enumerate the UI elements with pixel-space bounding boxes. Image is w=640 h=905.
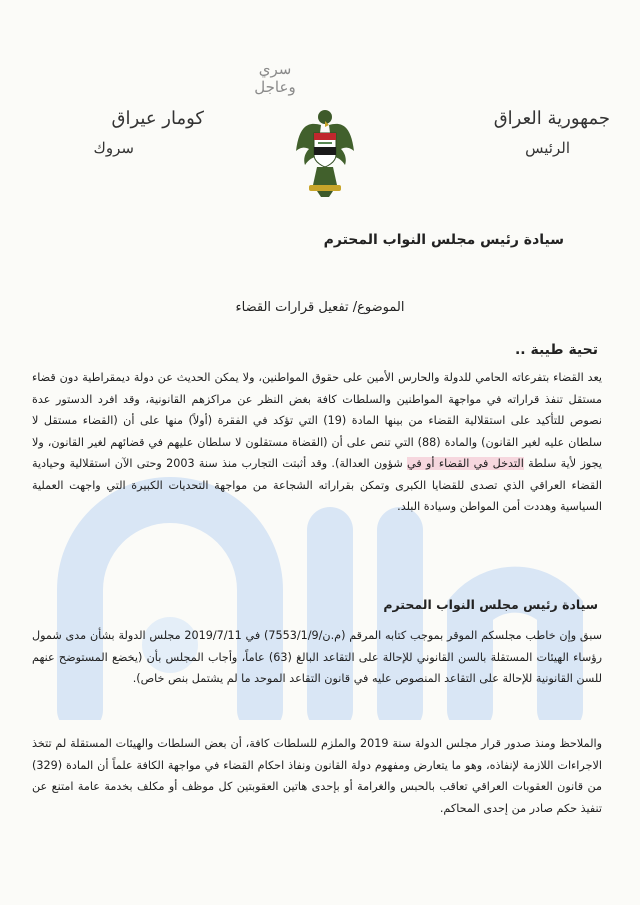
paragraph1-text-end: شؤون العدالة). وقد أثبتت التجارب منذ سنة 2003 وحتى الآن استقلالية وحيادية القضاء العراقي الذي تصدى للقضايا الكبرى وتمكن بقراراته الشجاعة من مواجهة التحديات الكبيرة التي واجهت العملية السياسية وهددت أمن المواطن وسيادة البلد. [32, 457, 602, 513]
section-heading: سيادة رئيس مجلس النواب المحترم [383, 597, 598, 612]
letterhead-right [430, 108, 610, 157]
iraq-eagle-emblem-icon [293, 103, 357, 198]
letterhead-left-subtitle: سروك [93, 139, 134, 157]
paragraph-enforcement: والملاحظ ومنذ صدور قرار مجلس الدولة سنة 2019 والملزم للسلطات كافة، أن بعض السلطات والهيئات المستقلة لم تتخذ الاجراءات اللازمة لإنفاذه، وهو ما يتعارض ومفهوم دولة القانون ونفاذ احكام القضاء في مواجهة الكافة علماً أن المادة (329) من قانون العقوبات العراقي تعاقب بالحبس والغرامة أو بإحدى هاتين العقوبتين كل موظف أو مكلف بخدمة عامة امتنع عن تنفيذ حكم صادر من إحدى المحاكم. [32, 737, 602, 815]
greeting: تحية طيبة .. [514, 342, 598, 358]
letterhead-left [44, 108, 204, 157]
letterhead-left-title: كومار عيراق [111, 108, 204, 129]
paragraph-retirement-age: سبق وإن خاطب مجلسكم الموقر بموجب كتابه المرقم (م.ن/7553/1/9) في 2019/7/11 مجلس الدولة بشأن مدى شمول رؤساء الهيئات المستقلة بالسن القانوني للإحالة على التقاعد البالغ (63) عاماً، وأجاب المجلس بأن (يخضع المستوضح عنهم للسن القانونية للإحالة على التقاعد المنصوص عليه في قانون التقاعد الموحد ما لم يشتمل بنص خاص). [32, 629, 603, 685]
top-stamp: سري وعاجل [254, 60, 296, 96]
addressee: سيادة رئيس مجلس النواب المحترم [323, 232, 564, 248]
letterhead-right-subtitle: الرئيس [525, 139, 570, 157]
subject-line: الموضوع/ تفعيل قرارات القضاء [235, 300, 405, 315]
paragraph-judiciary-independence [32, 367, 602, 518]
letterhead-right-title: جمهورية العراق [493, 108, 610, 129]
paragraph1-text-start: يعد القضاء بتفرعاته الحامي للدولة والحارس الأمين على حقوق المواطنين، ولا يمكن الحديث عن دولة ديمقراطية دون قضاء مستقل تنفذ قراراته في مواجهة المواطنين والسلطات كافة بغض النظر عن مراكزهم القانونية، وقد افرد الدستور عدة نصوص للتأكيد على استقلالية القضاء من بينها المادة (19) التي تؤكد في الفقرة (أولاً) منها على أن (القضاء مستقل لا سلطان عليه لغير القانون) والمادة (88) التي تنص على أن (القضاة مستقلون لا سلطان عليهم في قضائهم لغير القانون، ولا يجوز لأية سلطة [32, 371, 602, 470]
highlighted-phrase: التدخل في القضاء أو في [407, 457, 524, 470]
